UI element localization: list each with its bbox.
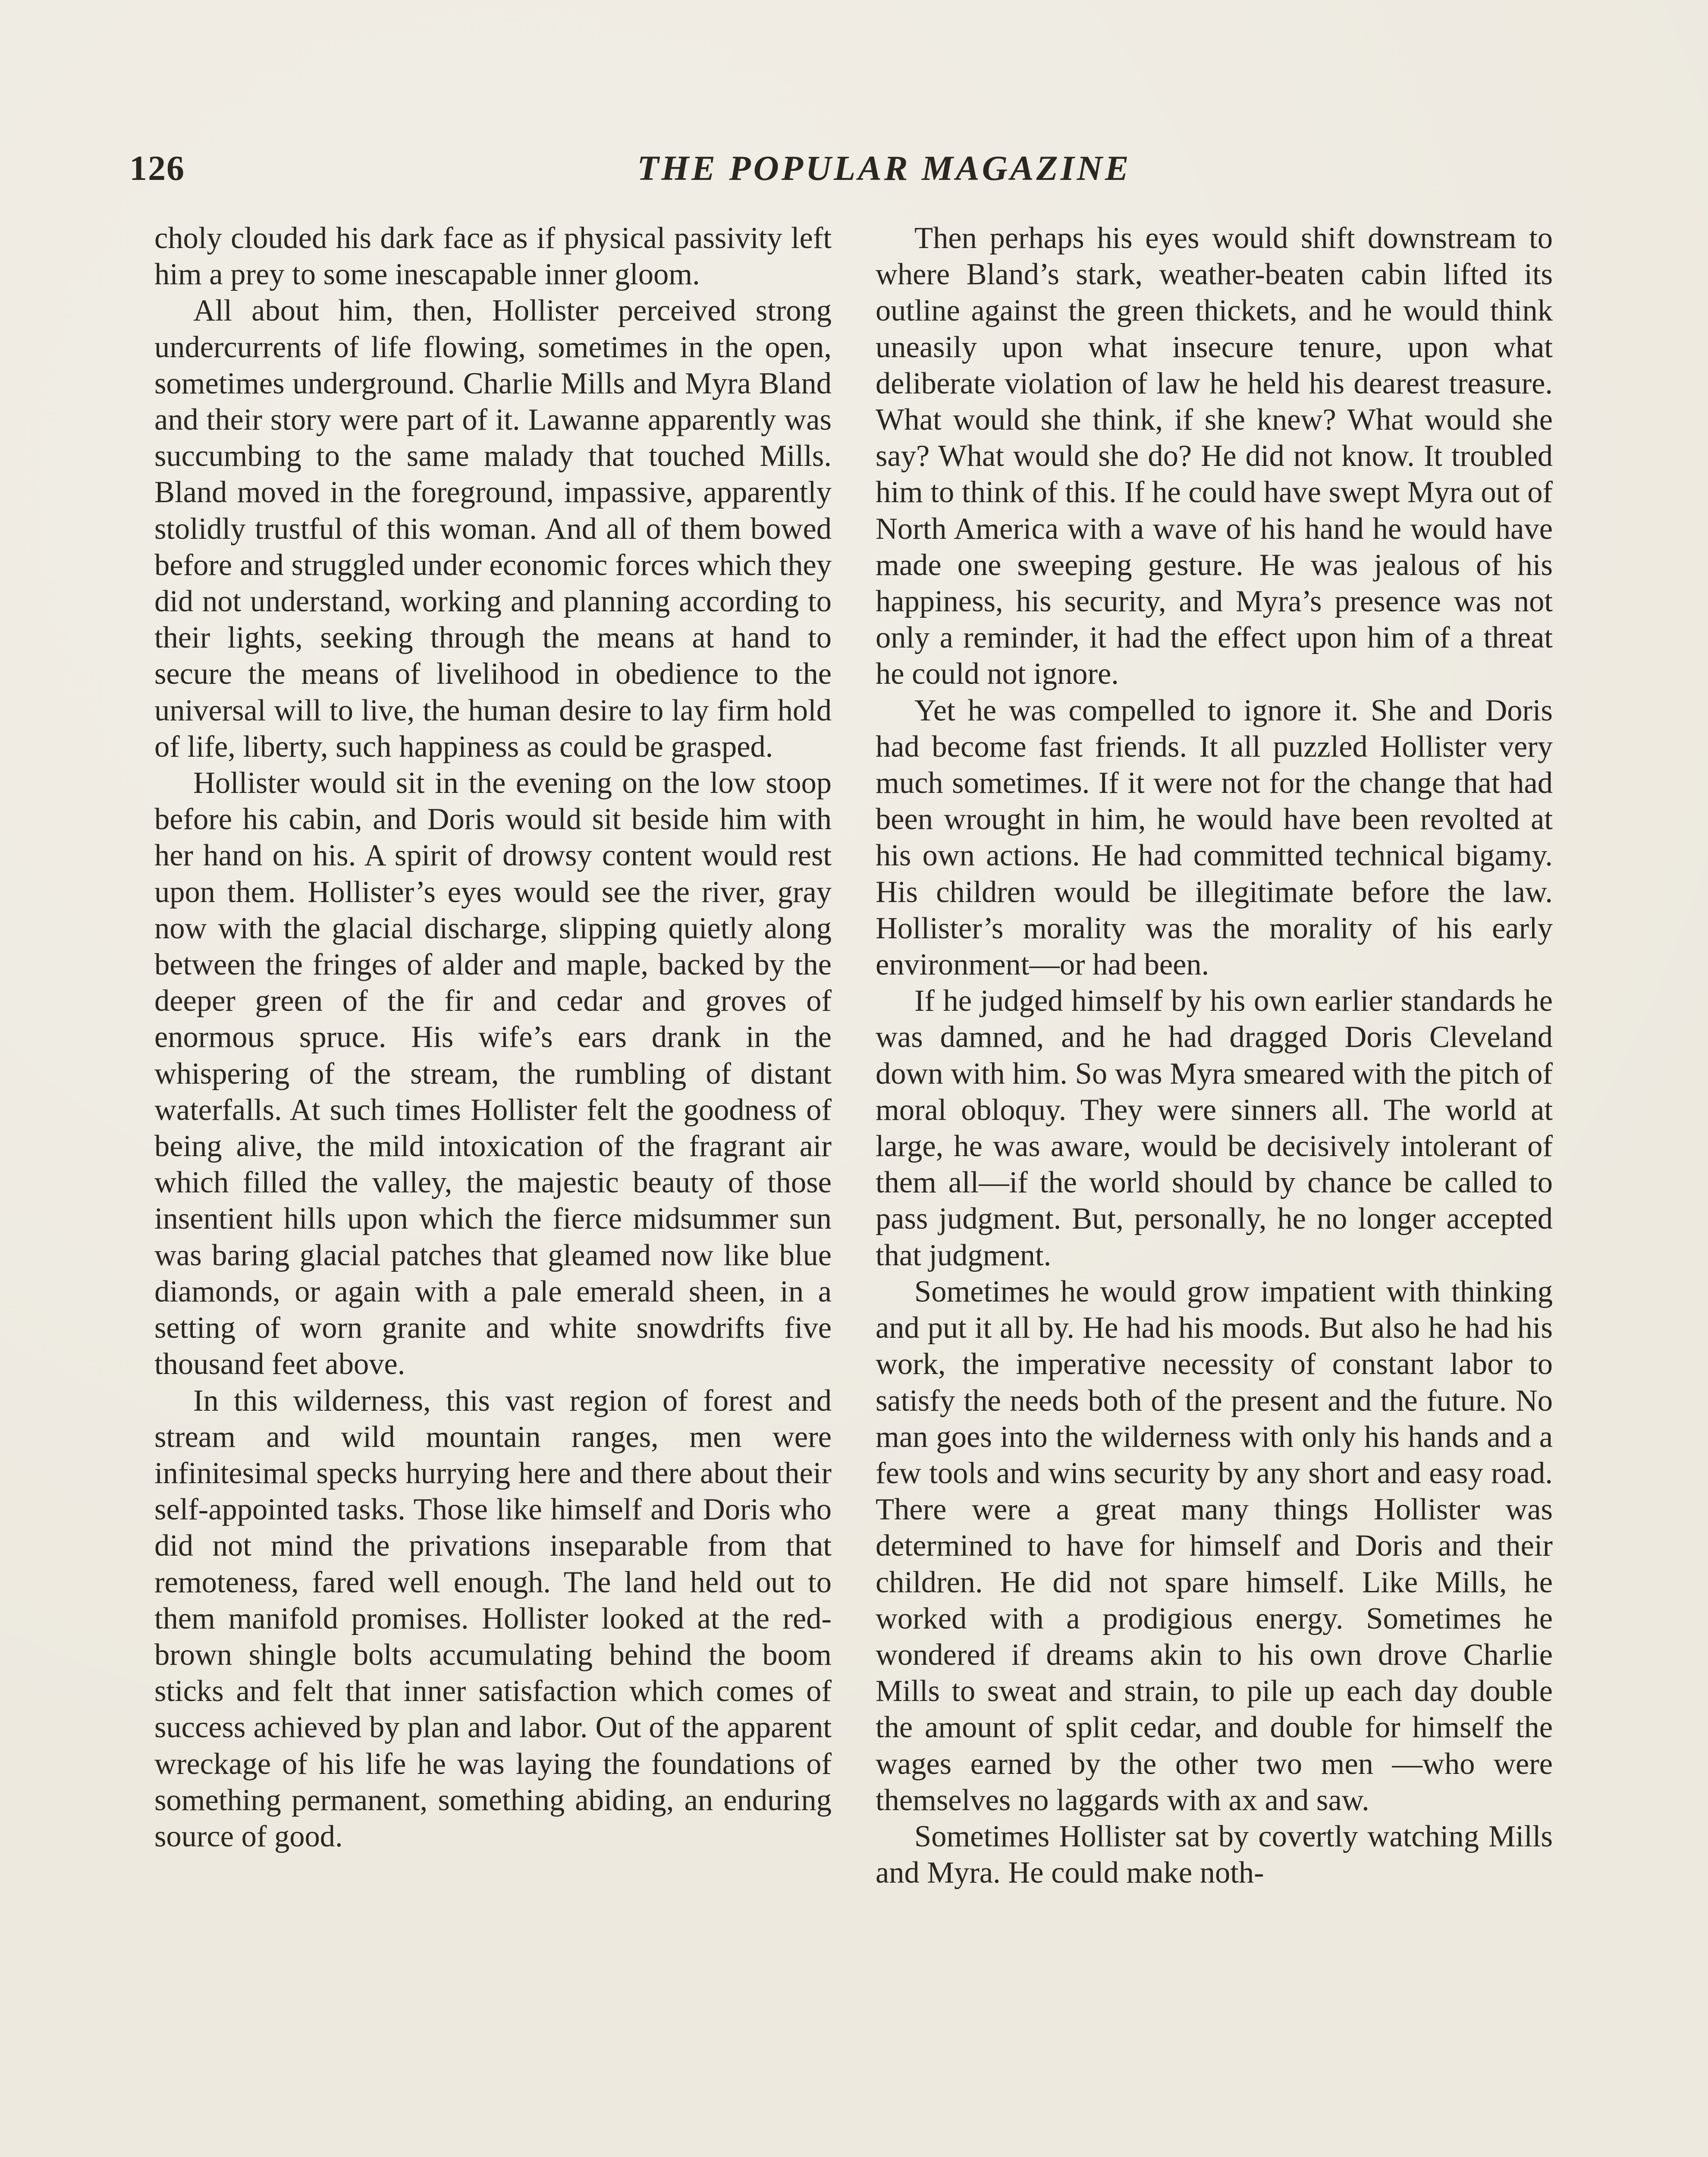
- paragraph: Sometimes Hollister sat by covertly watching Mills and Myra. He could make noth-: [876, 1819, 1553, 1890]
- paragraph: Yet he was compelled to ignore it. She and Doris had become fast friends. It all puzzled Hollister very much sometimes. If it were not for the change that had been wrought in him, he would have been revolted at his own actions. He had committed technical bigamy. His children would be illegitimate before the law. Hollister’s morality was the morality of his early environment—or had been.: [876, 693, 1553, 982]
- paragraph: If he judged himself by his own earlier standards he was damned, and he had dragged Doris Cleveland down with him. So was Myra smeared with the pitch of moral obloquy. They were sinners all. The world at large, he was aware, would be decisively intolerant of them all—if the world should by chance be called to pass judgment. But, personally, he no longer accepted that judgment.: [876, 984, 1553, 1272]
- paragraph: Hollister would sit in the evening on the low stoop before his cabin, and Doris would sit beside him with her hand on his. A spirit of drowsy content would rest upon them. Hollister’s eyes would see the river, gray now with the glacial discharge, slipping quietly along between the fringes of alder and maple, backed by the deeper green of the fir and cedar and groves of enormous spruce. His wife’s ears drank in the whispering of the stream, the rumbling of distant waterfalls. At such times Hollister felt the goodness of being alive, the mild intoxication of the fragrant air which filled the valley, the majestic beauty of those insentient hills upon which the fierce midsummer sun was baring glacial patches that gleamed now like blue diamonds, or again with a pale emerald sheen, in a setting of worn granite and white snowdrifts five thousand feet above.: [154, 766, 832, 1381]
- paragraph: Then perhaps his eyes would shift downstream to where Bland’s stark, weather-beaten cabin lifted its outline against the green thickets, and he would think uneasily upon what insecure tenure, upon what deliberate violation of law he held his dearest treasure. What would she think, if she knew? What would she say? What would she do? He did not know. It troubled him to think of this. If he could have swept Myra out of North America with a wave of his hand he would have made one sweeping gesture. He was jealous of his happiness, his security, and Myra’s presence was not only a reminder, it had the effect upon him of a threat he could not ignore.: [876, 221, 1553, 691]
- page-number: 126: [129, 148, 185, 188]
- paragraph: In this wilderness, this vast region of forest and stream and wild mountain ranges, men were infinitesimal specks hurrying here and there about their self-appointed tasks. Those like himself and Doris who did not mind the privations inseparable from that remoteness, fared well enough. The land held out to them manifold promises. Hollister looked at the red-brown shingle bolts accumulating behind the boom sticks and felt that inner satisfaction which comes of success achieved by plan and labor. Out of the apparent wreckage of his life he was laying the foundations of something permanent, something abiding, an enduring source of good.: [154, 1383, 832, 1853]
- paragraph: choly clouded his dark face as if physical passivity left him a prey to some inescapable inner gloom.: [154, 221, 832, 292]
- left-column: [154, 220, 832, 1855]
- running-head: THE POPULAR MAGAZINE: [637, 148, 1131, 188]
- paragraph: Sometimes he would grow impatient with thinking and put it all by. He had his moods. But also he had his work, the imperative necessity of constant labor to satisfy the needs both of the present and the future. No man goes into the wilderness with only his hands and a few tools and wins security by any short and easy road. There were a great many things Hollister was determined to have for himself and Doris and their children. He did not spare himself. Like Mills, he worked with a prodigious energy. Sometimes he wondered if dreams akin to his own drove Charlie Mills to sweat and strain, to pile up each day double the amount of split cedar, and double for himself the wages earned by the other two men —who were themselves no laggards with ax and saw.: [876, 1274, 1553, 1817]
- right-column: [876, 220, 1553, 1891]
- page-header: [0, 142, 1708, 194]
- paragraph: All about him, then, Hollister perceived strong undercurrents of life flowing, sometimes in the open, sometimes underground. Charlie Mills and Myra Bland and their story were part of it. Lawanne apparently was succumbing to the same malady that touched Mills. Bland moved in the foreground, impassive, apparently stolidly trustful of this woman. And all of them bowed before and struggled under economic forces which they did not understand, working and planning according to their lights, seeking through the means at hand to secure the means of livelihood in obedience to the universal will to live, the human desire to lay firm hold of life, liberty, such happiness as could be grasped.: [154, 294, 832, 764]
